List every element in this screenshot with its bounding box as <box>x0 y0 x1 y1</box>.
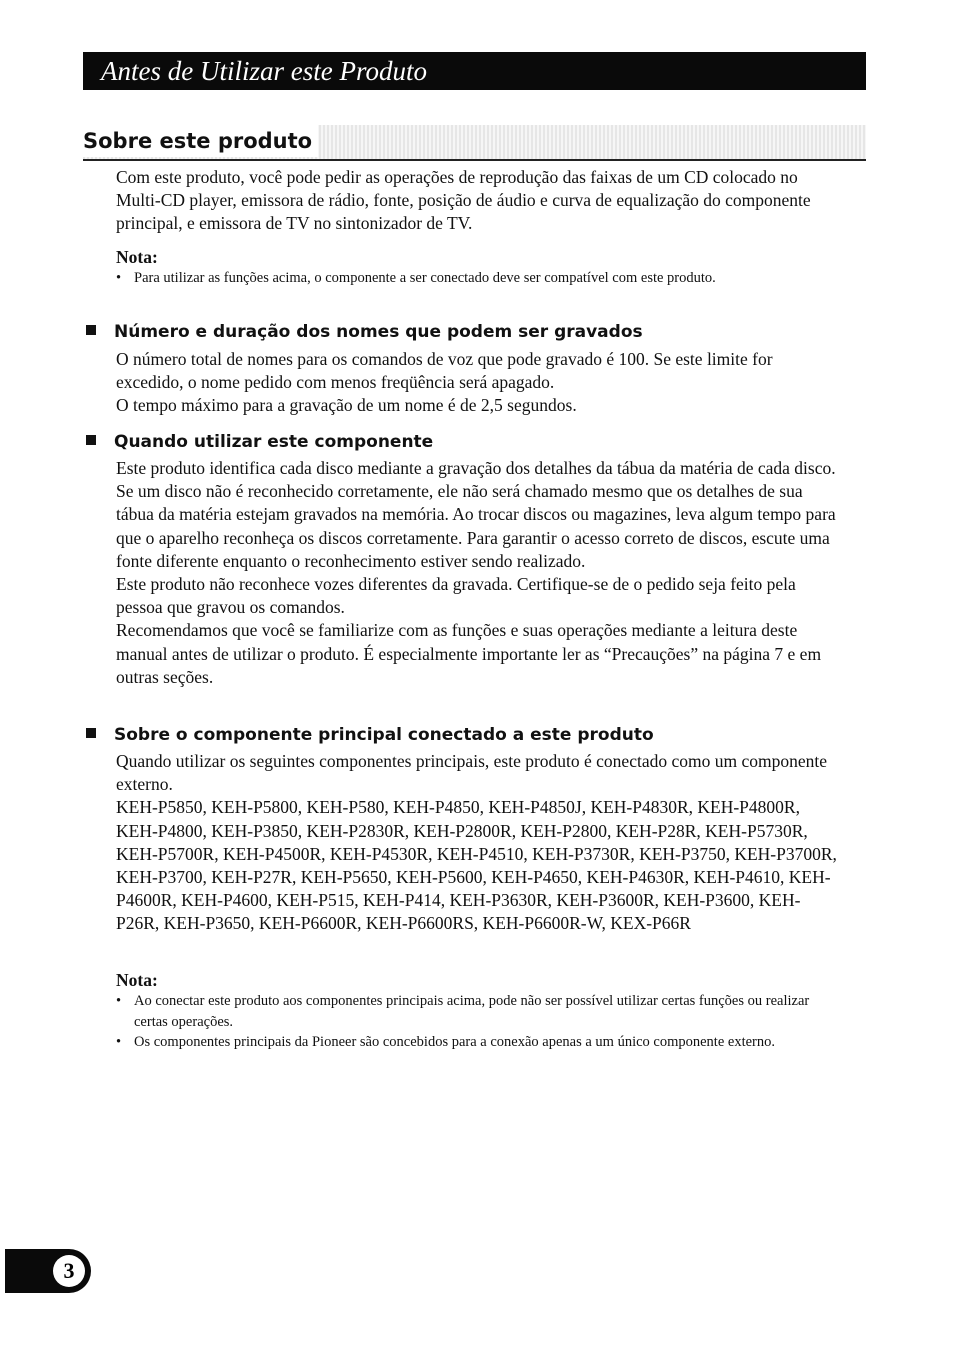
note-title-1: Nota: <box>116 247 158 267</box>
note-item: • Os componentes principais da Pioneer são concebidos para a conexão apenas a um único componente externo. <box>116 1032 842 1053</box>
subheading-names-count <box>86 321 866 343</box>
section-header <box>83 125 866 161</box>
subheading-text: Quando utilizar este componente <box>114 432 434 452</box>
note-list-1 <box>116 268 842 289</box>
note-title-2: Nota: <box>116 970 158 990</box>
square-bullet-icon <box>86 435 96 445</box>
paragraph-line: Recomendamos que você se familiarize com as funções e suas operações mediante a leitura deste manual antes de utilizar o produto. É especialmente importante ler as “Precauções” na página 7 e em outras seções. <box>116 620 822 687</box>
subheading-when-to-use <box>86 431 866 453</box>
page-number: 3 <box>53 1255 85 1287</box>
intro-paragraph: Com este produto, você pode pedir as operações de reprodução das faixas de um CD colocado no Multi-CD player, emissora de rádio, fonte, posição de áudio e curva de equalização do componente principal, e emissora de TV no sintonizador de TV. <box>116 167 811 234</box>
model-list: KEH-P5850, KEH-P5800, KEH-P580, KEH-P4850, KEH-P4850J, KEH-P4830R, KEH-P4800R, KEH-P4800, KEH-P3850, KEH-P2830R, KEH-P2800R, KEH-P2800, KEH-P28R, KEH-P5730R, KEH-P5700R, KEH-P4500R, KEH-P4530R, KEH-P4510, KEH-P3730R, KEH-P3750, KEH-P3700R, KEH-P3700, KEH-P27R, KEH-P5650, KEH-P5600, KEH-P4650, KEH-P4630R, KEH-P4610, KEH-P4600R, KEH-P4600, KEH-P515, KEH-P414, KEH-P3630R, KEH-P3600R, KEH-P3600, KEH-P26R, KEH-P3650, KEH-P6600R, KEH-P6600RS, KEH-P6600R-W, KEX-P66R <box>116 797 837 934</box>
note-list-2 <box>116 991 842 1053</box>
paragraph-line: Este produto identifica cada disco mediante a gravação dos detalhes da tábua da matéria de cada disco. Se um disco não é reconhecido corretamente, ele não será chamado mesmo que os detalhes de sua tábua da matéria estejam gravados na memória. Ao trocar discos ou magazines, leva algum tempo para que o aparelho reconheça os discos corretamente. Para garantir o acesso correto de discos, escute uma fonte diferente enquanto o reconhecimento estiver sendo realizado. <box>116 458 836 571</box>
subheading-text: Número e duração dos nomes que podem ser gravados <box>114 322 643 342</box>
note-item: • Para utilizar as funções acima, o componente a ser conectado deve ser compatível com este produto. <box>116 268 842 289</box>
paragraph-line: Quando utilizar os seguintes componentes principais, este produto é conectado como um componente externo. <box>116 751 827 795</box>
paragraph-line: Este produto não reconhece vozes diferentes da gravada. Certifique-se de o pedido seja feito pela pessoa que gravou os comandos. <box>116 574 796 618</box>
chapter-title: Antes de Utilizar este Produto <box>101 56 427 86</box>
section-title: Sobre este produto <box>83 125 318 157</box>
note-item: • Ao conectar este produto aos componentes principais acima, pode não ser possível utilizar certas funções ou realizar certas operações. <box>116 991 842 1032</box>
paragraph-line: O número total de nomes para os comandos de voz que pode gravado é 100. Se este limite for excedido, o nome pedido com menos freqüência será apagado. <box>116 349 773 393</box>
subheading-main-component <box>86 724 866 746</box>
paragraph-when-to-use <box>116 457 842 689</box>
paragraph-line: O tempo máximo para a gravação de um nome é de 2,5 segundos. <box>116 395 577 416</box>
paragraph-names-count <box>116 348 842 418</box>
square-bullet-icon <box>86 728 96 738</box>
subheading-text: Sobre o componente principal conectado a este produto <box>114 725 654 745</box>
page-number-tab <box>5 1249 91 1293</box>
square-bullet-icon <box>86 325 96 335</box>
chapter-banner <box>83 52 866 90</box>
paragraph-main-component <box>116 750 842 936</box>
